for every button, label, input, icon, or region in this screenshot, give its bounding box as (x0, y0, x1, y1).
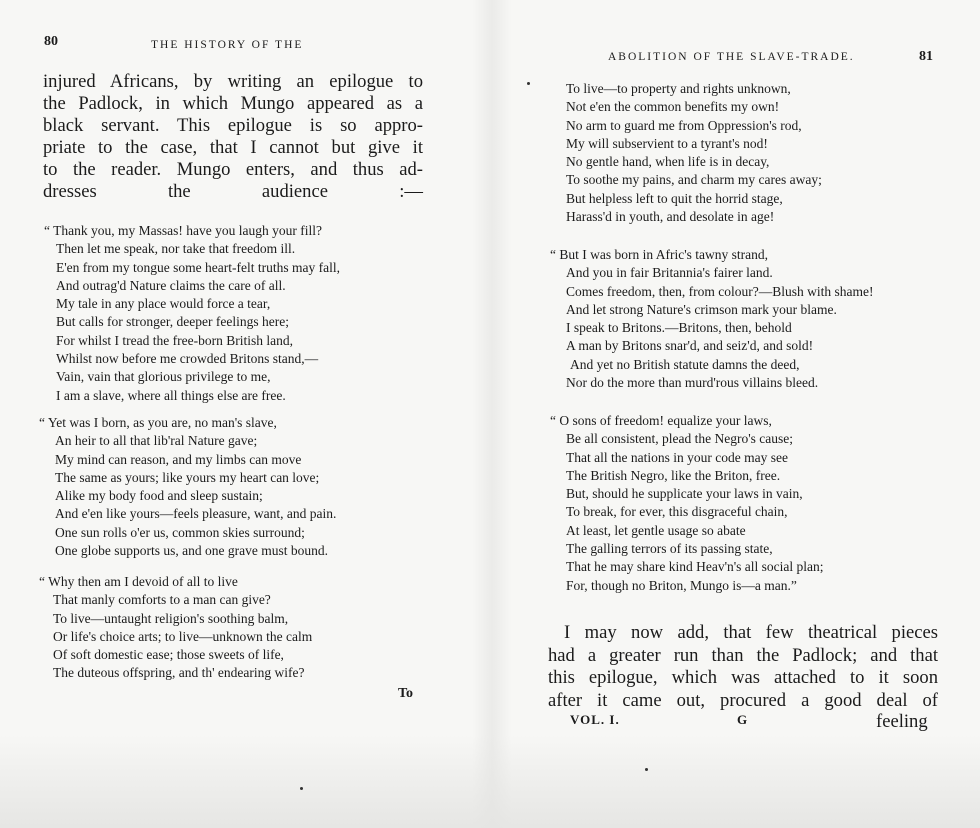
text-line: One globe supports us, and one grave must bound. (55, 543, 328, 559)
text-line: “ Yet was I born, as you are, no man's slave, (39, 415, 277, 430)
text-line: had a greater run than the Padlock; and that (548, 644, 938, 666)
catchword-right: feeling (876, 711, 928, 732)
page-shadow (0, 735, 980, 828)
text-line: The galling terrors of its passing state, (566, 541, 773, 557)
text-line: To live—to property and rights unknown, (566, 81, 791, 96)
text-line: My will subservient to a tyrant's nod! (566, 135, 768, 151)
text-line: Of soft domestic ease; those sweets of life, (53, 647, 284, 663)
text-line: dresses the audience :— (43, 181, 423, 202)
text-line: An heir to all that lib'ral Nature gave; (55, 433, 258, 449)
intro-paragraph (43, 71, 423, 203)
page-number-left: 80 (44, 34, 58, 49)
poem-stanza-3 (39, 573, 312, 683)
text-line: And e'en like yours—feels pleasure, want, and pain. (55, 506, 337, 522)
text-line: E'en from my tongue some heart-felt truths may fall, (56, 259, 340, 275)
text-line: I may now add, that few theatrical pieces (564, 622, 938, 643)
speck (300, 787, 303, 790)
text-line: And yet no British statute damns the deed, (570, 356, 800, 372)
text-line: To soothe my pains, and charm my cares away; (566, 172, 822, 188)
speck (645, 768, 648, 771)
text-line: Comes freedom, then, from colour?—Blush with shame! (566, 283, 874, 299)
text-line: Whilst now before me crowded Britons stand,— (56, 351, 319, 367)
text-line: One sun rolls o'er us, common skies surround; (55, 524, 305, 540)
text-line: Alike my body food and sleep sustain; (55, 488, 263, 504)
text-line: after it came out, procured a good deal of (548, 689, 938, 711)
text-line: Harass'd in youth, and desolate in age! (566, 209, 775, 225)
right-page (490, 0, 980, 828)
poem-stanza-5 (550, 246, 873, 392)
text-line: To live—untaught religion's soothing balm, (53, 610, 289, 626)
text-line: “ Why then am I devoid of all to live (39, 574, 238, 589)
text-line: But helpless left to quit the horrid stage, (566, 190, 783, 206)
text-line: Then let me speak, nor take that freedom ill. (56, 241, 296, 257)
text-line: “ But I was born in Afric's tawny strand, (550, 247, 769, 262)
text-line: And outrag'd Nature claims the care of all. (56, 277, 286, 293)
text-line: No arm to guard me from Oppression's rod, (566, 117, 802, 133)
text-line: But calls for stronger, deeper feelings here; (56, 314, 289, 330)
text-line: this epilogue, which was attached to it soon (548, 667, 938, 688)
poem-stanza-6 (550, 412, 824, 595)
text-line: My mind can reason, and my limbs can move (55, 451, 302, 467)
text-line: Be all consistent, plead the Negro's cause; (566, 431, 793, 447)
text-line: I speak to Britons.—Britons, then, behold (566, 320, 792, 336)
closing-paragraph (548, 622, 938, 712)
text-line: But, should he supplicate your laws in vain, (566, 486, 803, 502)
poem-stanza-1 (44, 222, 340, 405)
page-number-right: 81 (919, 49, 933, 64)
text-line: No gentle hand, when life is in decay, (566, 154, 770, 170)
running-head-right: ABOLITION OF THE SLAVE-TRADE. (608, 51, 855, 63)
signature-volume: VOL. I. (570, 712, 620, 727)
signature-mark: G (737, 712, 749, 727)
text-line: The British Negro, like the Briton, free. (566, 467, 781, 483)
text-line: Or life's choice arts; to live—unknown the calm (53, 628, 313, 644)
text-line: The same as yours; like yours my heart can love; (55, 469, 320, 485)
text-line: That manly comforts to a man can give? (53, 592, 271, 608)
text-line: For, though no Briton, Mungo is—a man.” (566, 577, 797, 593)
text-line: To break, for ever, this disgraceful chain, (566, 504, 788, 520)
text-line: I am a slave, where all things else are free. (56, 387, 286, 403)
speck (527, 82, 530, 85)
text-line: injured Africans, by writing an epilogue to (43, 71, 423, 92)
poem-stanza-4 (566, 80, 822, 226)
text-line: The duteous offspring, and th' endearing wife? (53, 665, 305, 681)
text-line: the Padlock, in which Mungo appeared as a (43, 93, 423, 114)
text-line: priate to the case, that I cannot but give it (43, 137, 423, 158)
text-line: black servant. This epilogue is so appro- (43, 115, 423, 136)
text-line: My tale in any place would force a tear, (56, 296, 271, 312)
catchword-left: To (398, 686, 414, 701)
text-line: “ O sons of freedom! equalize your laws, (550, 413, 772, 428)
text-line: “ Thank you, my Massas! have you laugh your fill? (44, 223, 322, 238)
text-line: Nor do the more than murd'rous villains bleed. (566, 375, 819, 391)
running-head-left: THE HISTORY OF THE (151, 39, 304, 51)
text-line: And you in fair Britannia's fairer land. (566, 265, 773, 281)
text-line: And let strong Nature's crimson mark your blame. (566, 301, 837, 317)
text-line: That he may share kind Heav'n's all social plan; (566, 559, 824, 575)
text-line: That all the nations in your code may see (566, 449, 788, 465)
poem-stanza-2 (39, 414, 336, 560)
text-line: Vain, vain that glorious privilege to me, (56, 369, 271, 385)
text-line: Not e'en the common benefits my own! (566, 99, 780, 115)
text-line: At least, let gentle usage so abate (566, 522, 746, 538)
text-line: A man by Britons snar'd, and seiz'd, and sold! (566, 338, 814, 354)
text-line: to the reader. Mungo enters, and thus ad- (43, 159, 423, 180)
text-line: For whilst I tread the free-born British land, (56, 332, 293, 348)
